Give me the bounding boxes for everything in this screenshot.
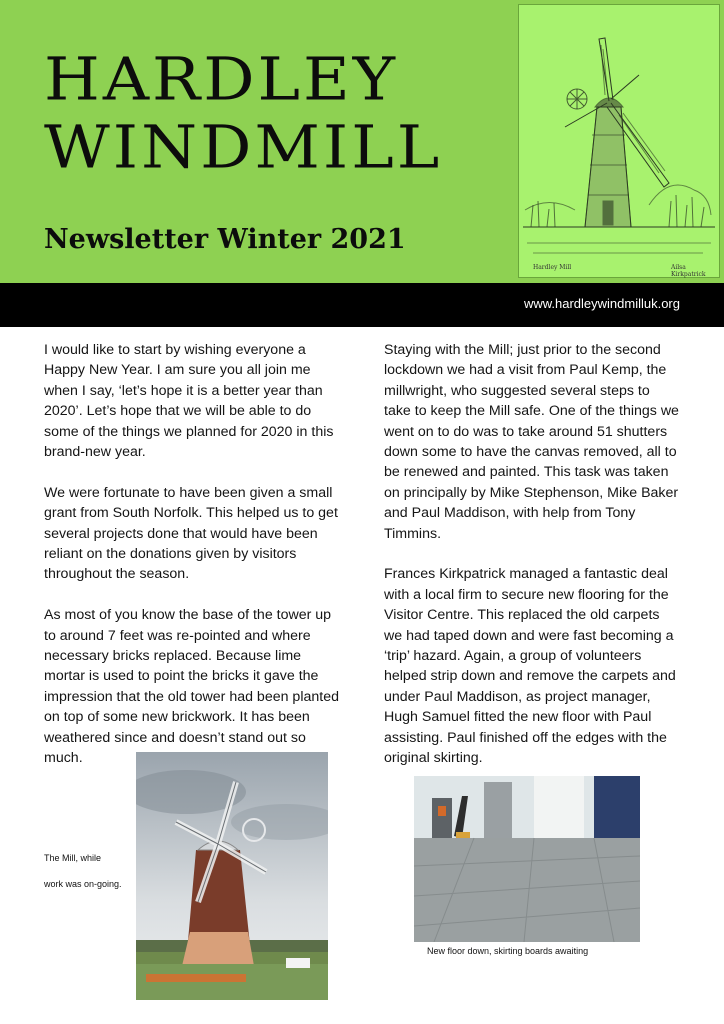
floor-caption: New floor down, skirting boards awaiting bbox=[427, 946, 589, 956]
title-line-1: HARDLEY bbox=[44, 46, 398, 115]
windmill-sketch-drawing bbox=[519, 5, 719, 277]
windmill-sketch bbox=[518, 4, 720, 278]
left-column bbox=[44, 340, 344, 789]
website-url[interactable]: www.hardleywindmilluk.org bbox=[523, 296, 680, 311]
floor-photo bbox=[414, 776, 640, 942]
mill-caption-line-1: The Mill, while bbox=[44, 853, 102, 863]
mill-photo bbox=[136, 752, 328, 1000]
paragraph-greeting: I would like to start by wishing everyone a Happy New Year. I am sure you all join me when I say, ‘let’s hope it is a better year than 2020’. Let’s hope that we will be able to do some of the things we planned for 2020 in this brand-new year. bbox=[44, 342, 334, 461]
paragraph-flooring: Frances Kirkpatrick managed a fantastic deal with a local firm to secure new flooring for the Visitor Centre. This replaced the old carpets we had taped down and were fast becoming a ‘trip’ hazard. Again, a group of volunteers helped strip down and remove the carpets and under Paul Maddison, as project manager, Hugh Samuel fitted the new floor with Paul assisting. Paul finished off the edges with the original skirting. bbox=[384, 566, 676, 767]
right-column bbox=[384, 340, 680, 789]
paragraph-tower: As most of you know the base of the tower up to around 7 feet was re-pointed and where necessary bricks replaced. Because lime mortar is used to point the bricks it gave the impression that the old tower had been planted on top of some new brickwork. It has been weathered since and doesn’t stand out so much. bbox=[44, 607, 339, 767]
title-line-2: WINDMILL bbox=[44, 114, 443, 183]
sketch-caption-artist: Ailsa Kirkpatrick bbox=[671, 264, 706, 278]
mill-caption-line-2: work was on-going. bbox=[44, 879, 122, 889]
paragraph-millwright: Staying with the Mill; just prior to the second lockdown we had a visit from Paul Kemp, the millwright, who suggested several steps to take to keep the Mill safe. One of the things we went on to do was to take around 51 shutters down some to have the canvas removed, all to be renewed and painted. This task was taken on principally by Mike Stephenson, Mike Baker and Paul Maddison, with help from Tony Timmins. bbox=[384, 342, 679, 542]
newsletter-subtitle: Newsletter Winter 2021 bbox=[44, 224, 406, 255]
paragraph-grant: We were fortunate to have been given a small grant from South Norfolk. This helped us to get several projects done that would have been reliant on the donations given by visitors throughout the season. bbox=[44, 484, 338, 583]
newsletter-title bbox=[44, 46, 442, 182]
sketch-caption-title: Hardley Mill bbox=[533, 264, 572, 271]
